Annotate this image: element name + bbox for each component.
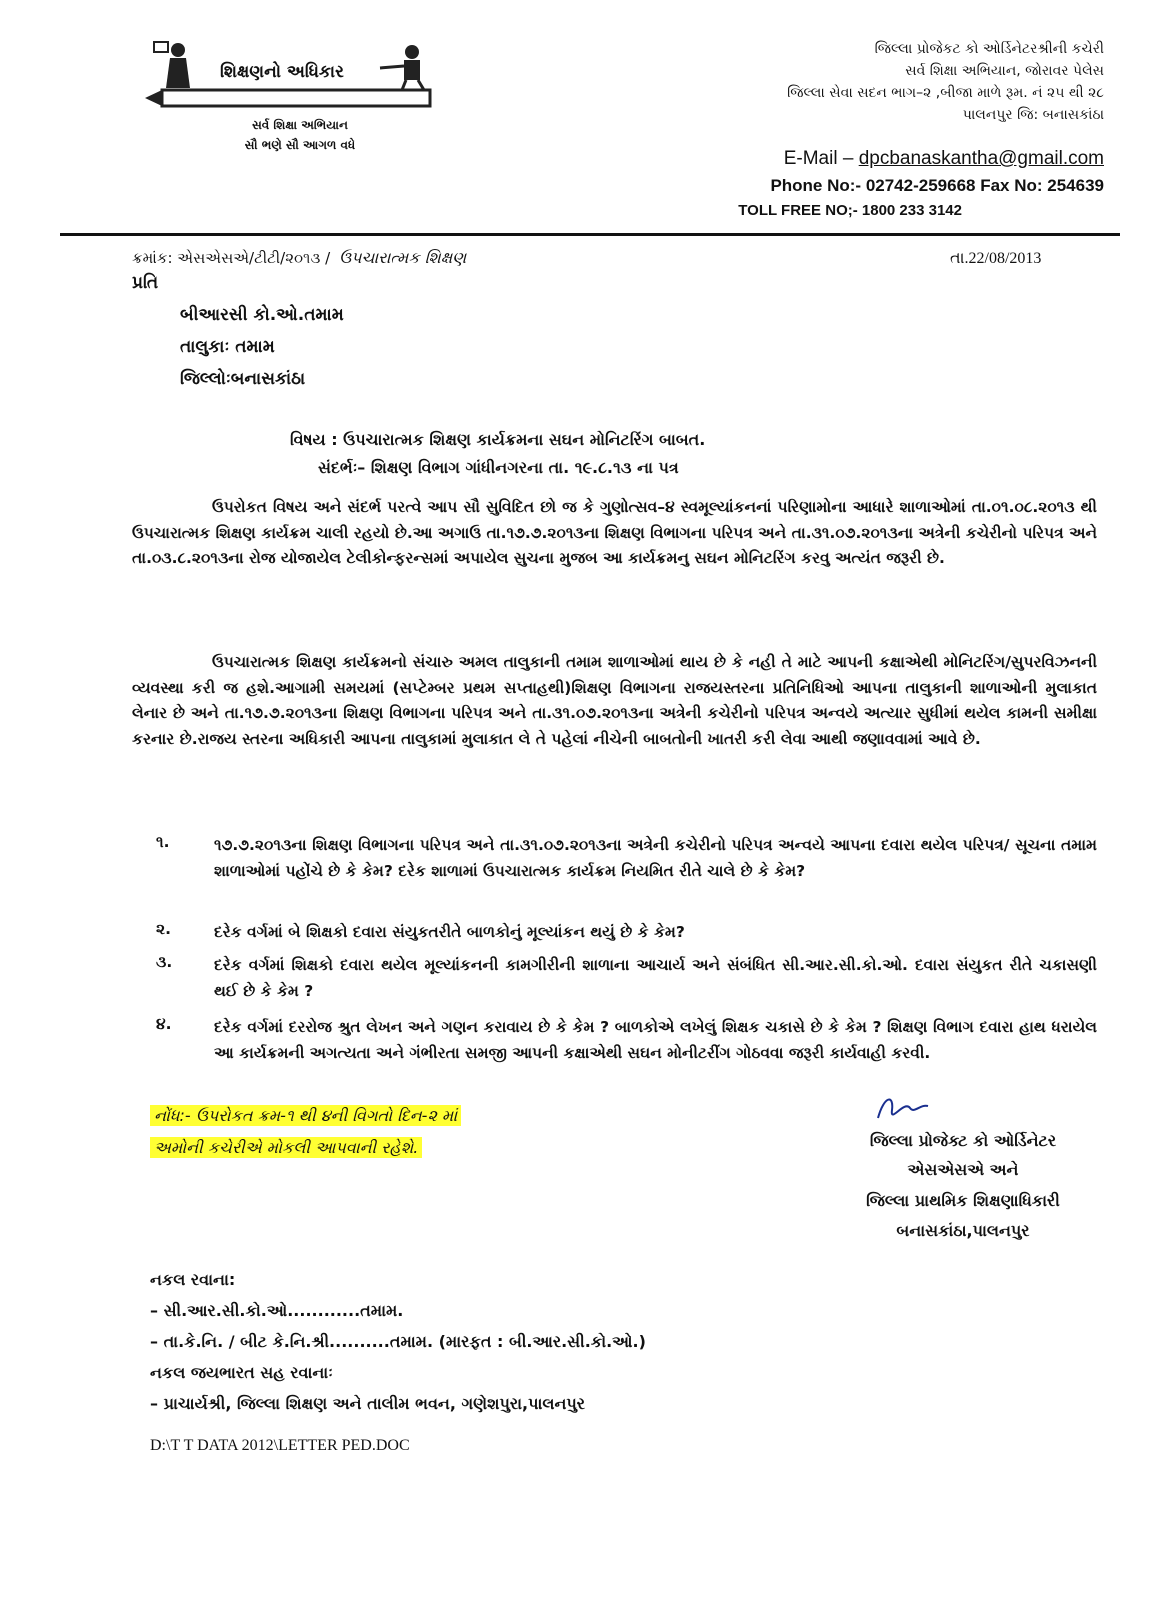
logo-line-2: સૌ ભણે સૌ આગળ વધે: [244, 138, 356, 152]
logo-line-1: સર્વ શિક્ષા અભિયાન: [252, 118, 348, 132]
office-line-2: સર્વ શિક્ષા અભિયાન, જોરાવર પેલેસ: [905, 63, 1104, 79]
item-text: દરેક વર્ગમાં બે શિક્ષકો દવારા સંયુકતરીતે બાળકોનું મૂલ્યાંકન થયું છે કે કેમ?: [214, 923, 685, 941]
tollfree-line: TOLL FREE NO;- 1800 233 3142: [738, 202, 962, 219]
item-number: ૧.: [156, 833, 170, 851]
note-line-1: નોંધ:- ઉપરોકત ક્રમ-૧ થી ૪ની વિગતો દિન-૨ માં: [150, 1105, 461, 1126]
item-number: ૨.: [156, 920, 171, 938]
signature-line-4: બનાસકાંઠા,પાલનપુર: [896, 1221, 1030, 1240]
phone-line: Phone No:- 02742-259668 Fax No: 254639: [770, 176, 1104, 195]
office-line-3: જિલ્લા સેવા સદન ભાગ–૨ ,બીજા માળે રૂમ. નં ૨૫ થી ૨૮: [787, 85, 1104, 101]
signature-line-2: એસએસએ અને: [907, 1160, 1019, 1179]
office-line-1: જિલ્લા પ્રોજેકટ કો ઓર્ડિનેટરશ્રીની કચેરી: [874, 41, 1104, 57]
item-text: ૧૭.૭.૨૦૧૩ના શિક્ષણ વિભાગના પરિપત્ર અને તા.૩૧.૦૭.૨૦૧૩ના અત્રેની કચેરીનો પરિપત્ર અન્વયે આપના દવારા થયેલ પરિપત્ર/ સૂચના તમામ શાળાઓમાં પહોંચે છે કે કેમ? દરેક શાળામાં ઉપચારાત્મક કાર્યક્રમ નિયમિત રીતે ચાલે છે કે કેમ?: [214, 836, 1097, 880]
subject-line: વિષય : ઉપચારાત્મક શિક્ષણ કાર્યક્રમના સઘન મોનિટરિંગ બાબત.: [290, 430, 706, 449]
logo: [140, 40, 460, 170]
logo-title: શિક્ષણનો અધિકાર: [220, 62, 344, 82]
signature-line-1: જિલ્લા પ્રોજેક્ટ કો ઓર્ડિનેટર: [869, 1131, 1057, 1150]
signature-scribble-icon: [870, 1090, 940, 1130]
copy-line-1: – સી.આર.સી.કો.ઓ............તમામ.: [150, 1301, 404, 1320]
note-line-2: અમોની કચેરીએ મોકલી આપવાની રહેશે.: [150, 1137, 422, 1158]
reference-handwritten: ઉપચારાત્મક શિક્ષણ: [338, 248, 467, 267]
email-row: [784, 148, 1104, 170]
prati-label: પ્રતિ: [132, 273, 159, 293]
reference-number: [132, 248, 466, 268]
email-label: E-Mail –: [783, 148, 854, 169]
item-text: દરેક વર્ગમાં દરરોજ શ્રુત લેખન અને ગણન કરાવાય છે કે કેમ ? બાળકોએ લખેલું શિક્ષક ચકાસે છે કે કેમ ? શિક્ષણ વિભાગ દવારા હાથ ધરાયેલ આ કાર્યક્રમની અગત્યતા અને ગંભીરતા સમજી આપની કક્ષાએથી સઘન મોનીટરીંગ ગોઠવવા જરૂરી કાર્યવાહી કરવી.: [214, 1018, 1097, 1062]
letter-date: તા.22/08/2013: [950, 250, 1042, 267]
body-paragraph-1: ઉપરોકત વિષય અને સંદર્ભ પરત્વે આપ સૌ સુવિદિત છો જ કે ગુણોત્સવ–૪ સ્વમૂલ્યાંકનનાં પરિણામોના આધારે શાળાઓમાં તા.૦૧.૦૮.૨૦૧૩ થી ઉપચારાત્મક શિક્ષણ કાર્યક્રમ ચાલી રહયો છે.આ અગાઉ તા.૧૭.૭.૨૦૧૩ના શિક્ષણ વિભાગના પરિપત્ર અને તા.૩૧.૦૭.૨૦૧૩ના અત્રેની કચેરીનો પરિપત્ર અને તા.૦૩.૮.૨૦૧૩ના રોજ યોજાયેલ ટેલીકોન્ફરન્સમાં અપાયેલ સુચના મુજબ આ કાર્યક્રમનુ સઘન મોનિટરિંગ કરવુ અત્યંત જરૂરી છે.: [132, 498, 1097, 567]
reference-line: સંદર્ભઃ– શિક્ષણ વિભાગ ગાંધીનગરના તા. ૧૯.૮.૧૩ ના પત્ર: [318, 458, 679, 477]
handwritten-note: [150, 1100, 710, 1164]
email-link[interactable]: dpcbanaskantha@gmail.com: [858, 148, 1104, 169]
copies-heading-2: નકલ જયભારત સહ રવાનાઃ: [150, 1363, 333, 1382]
copies-heading: નકલ રવાના:: [150, 1270, 236, 1289]
header-divider: [60, 233, 1120, 236]
item-number: ૪.: [156, 1015, 172, 1033]
item-text: દરેક વર્ગમાં શિક્ષકો દવારા થયેલ મૂલ્યાંકનની કામગીરીની શાળાના આચાર્ય અને સંબંધિત સી.આર.સી.કો.ઓ. દવારા સંયુકત રીતે ચકાસણી થઈ છે કે કેમ ?: [214, 956, 1097, 1000]
file-path: D:\T T DATA 2012\LETTER PED.DOC: [150, 1437, 410, 1454]
recipient-line-1: બીઆરસી કો.ઓ.તમામ: [180, 305, 344, 325]
recipient-line-3: જિલ્લોઃબનાસકાંઠા: [180, 369, 306, 389]
body-paragraph-2: ઉપચારાત્મક શિક્ષણ કાર્યક્રમનો સંચારુ અમલ તાલુકાની તમામ શાળાઓમાં થાય છે કે નહી તે માટે આપની કક્ષાએથી મોનિટરિંગ/સુપરવિઝનની વ્યવસ્થા કરી જ હશે.આગામી સમયમાં (સપ્ટેમ્બર પ્રથમ સપ્તાહથી)શિક્ષણ વિભાગના રાજયસ્તરના પ્રતિનિધિઓ આપના તાલુકાની શાળાઓની મુલાકાત લેનાર છે અને તા.૧૭.૭.૨૦૧૩ના શિક્ષણ વિભાગના પરિપત્ર અને તા.૩૧.૦૭.૨૦૧૩ના અત્રેની કચેરીનો પરિપત્ર અન્વયે અત્યાર સુધીમાં થયેલ કામની સમીક્ષા કરનાર છે.રાજય સ્તરના અધિકારી આપના તાલુકામાં મુલાકાત લે તે પહેલાં નીચેની બાબતોની ખાતરી કરી લેવા આથી જણાવવામાં આવે છે.: [132, 653, 1097, 748]
copy-line-2: – તા.કે.નિ. / બીટ કે.નિ.શ્રી..........તમામ. (મારફત : બી.આર.સી.કો.ઓ.): [150, 1332, 646, 1351]
signature-line-3: જિલ્લા પ્રાથમિક શિક્ષણાધિકારી: [866, 1191, 1060, 1210]
item-number: ૩.: [156, 953, 173, 971]
copy-line-3: – પ્રાચાર્યશ્રી, જિલ્લા શિક્ષણ અને તાલીમ ભવન, ગણેશપુરા,પાલનપુર: [150, 1394, 586, 1413]
recipient-line-2: તાલુકાઃ તમામ: [180, 337, 275, 357]
reference-text: ક્રમાંક: એસએસએ/ટીટી/૨૦૧૩ /: [132, 249, 331, 267]
office-line-4: પાલનપુર જિ: બનાસકાંઠા: [962, 107, 1104, 123]
